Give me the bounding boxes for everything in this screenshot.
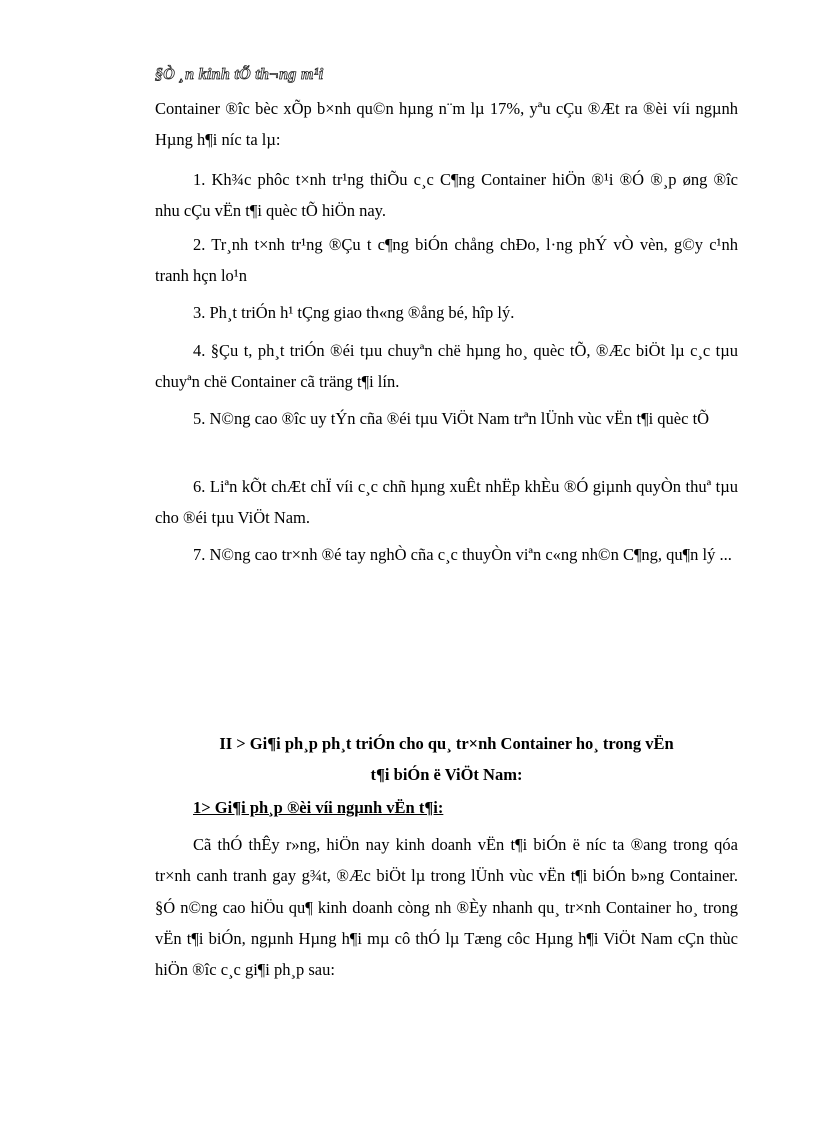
section-title-line-2: t¶i biÓn ë ViÖt Nam: — [370, 765, 523, 785]
list-item-4: 4. §Çu t, ph¸t triÓn ®éi tµu chuyªn chë hµng ho¸ quèc tÕ, ®Æc biÖt lµ c¸c tµu chuyªn chë Container cã träng t¶i lín. — [155, 341, 738, 392]
body-paragraph: Cã thÓ thÊy r»ng, hiÖn nay kinh doanh vËn t¶i biÓn ë níc ta ®ang trong qóa tr×nh canh tranh gay g¾t, ®Æc biÖt lµ trong lÜnh vùc vËn t¶i biÓn b»ng Container. §Ó n©ng cao hiÖu qu¶ kinh doanh còng nh ®Èy nhanh qu¸ tr×nh Container ho¸ trong vËn t¶i biÓn, ngµnh Hµng h¶i mµ cô thÓ lµ Tæng côc Hµng h¶i ViÖt Nam cÇn thùc hiÖn ®îc c¸c gi¶i ph¸p sau: — [155, 835, 738, 980]
running-header: §Ò ¸n kinh tÕ th¬ng m¹i — [155, 66, 324, 83]
list-item-3: 3. Ph¸t triÓn h¹ tÇng giao th«ng ®ång bé, hîp lý. — [193, 303, 515, 322]
list-item-5: 5. N©ng cao ®îc uy tÝn cña ®éi tµu ViÖt Nam trªn lÜnh vùc vËn t¶i quèc tÕ — [193, 409, 710, 428]
list-item-6: 6. Liªn kÕt chÆt chÏ víi c¸c chñ hµng xuÊt nhËp khÈu ®Ó giµnh quyÒn thuª tµu cho ®éi tµu ViÖt Nam. — [155, 477, 738, 528]
subsection-title: 1> Gi¶i ph¸p ®èi víi ngµnh vËn t¶i: — [193, 798, 444, 817]
list-item-2: 2. Tr¸nh t×nh tr¹ng ®Çu t c¶ng biÓn chång chÐo, l·ng phÝ vÒ vèn, g©y c¹nh tranh hçn lo¹n — [155, 235, 738, 286]
intro-paragraph: Container ®îc bèc xÕp b×nh qu©n hµng n¨m lµ 17%, yªu cÇu ®Æt ra ®èi víi ngµnh Hµng h¶i níc ta lµ: — [155, 99, 738, 150]
list-item-7: 7. N©ng cao tr×nh ®é tay nghÒ cña c¸c thuyÒn viªn c«ng nh©n C¶ng, qu¶n lý ... — [193, 545, 732, 564]
section-title-line-1: II > Gi¶i ph¸p ph¸t triÓn cho qu¸ tr×nh Container ho¸ trong vËn — [219, 734, 674, 753]
list-item-1: 1. Kh¾c phôc t×nh tr¹ng thiÕu c¸c C¶ng Container hiÖn ®¹i ®Ó ®¸p øng ®îc nhu cÇu vËn t¶i quèc tÕ hiÖn nay. — [155, 170, 738, 221]
section-title — [155, 728, 738, 791]
